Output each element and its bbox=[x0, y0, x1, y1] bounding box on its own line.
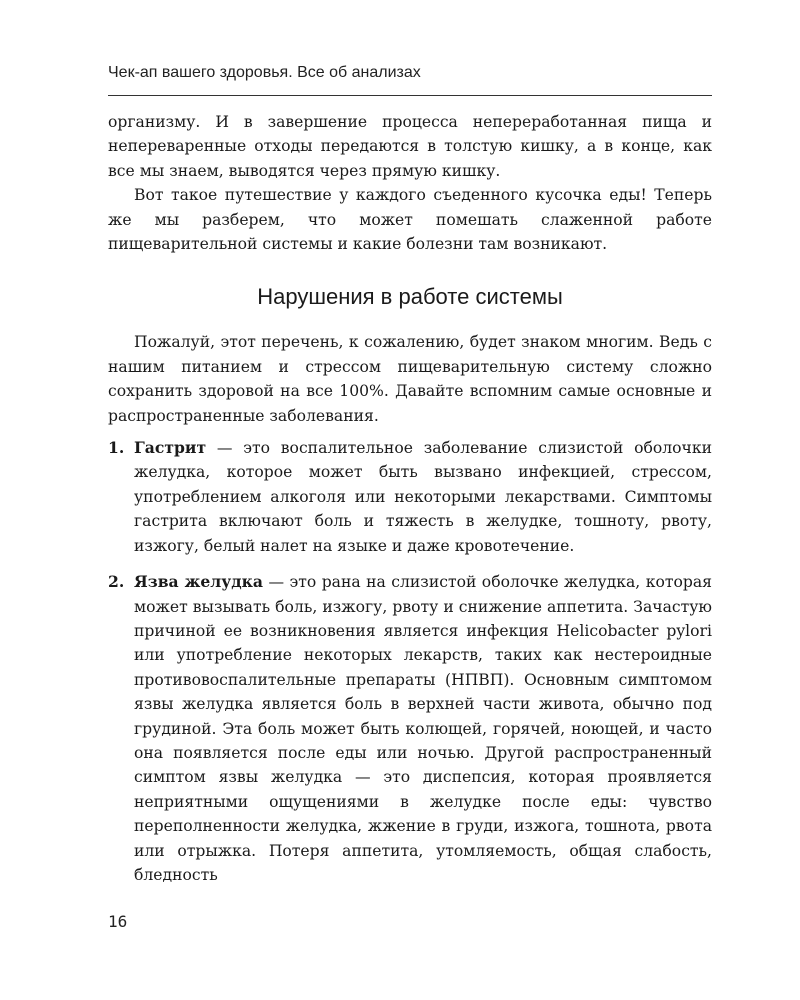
list-item-number: 1. bbox=[108, 438, 125, 458]
list-item-ulcer bbox=[108, 570, 712, 887]
list-item-number: 2. bbox=[108, 572, 125, 592]
section-title: Нарушения в работе системы bbox=[257, 284, 563, 310]
header-divider bbox=[108, 95, 712, 96]
list-item-text: — это рана на слизистой оболочке желудка, которая может вызывать боль, изжогу, рвоту и снижение аппетита. Зачастую причиной ее возникновения является инфекция Helicobacter pylori или употребление некоторых лекарств, таких как нестероидные противовоспалительные препараты (НПВП). Основным симптомом язвы желудка является боль в верхней части живота, обычно под грудиной. Эта боль может быть колющей, горячей, ноющей, и часто она появляется после еды или ночью. Другой распространенный симптом язвы желудка — это диспепсия, которая проявляется неприятными ощущениями в желудке после еды: чувство переполненности желудка, жжение в груди, изжога, тошнота, рвота или отрыжка. Потеря аппетита, утомляемость, общая слабость, бледность bbox=[134, 573, 712, 884]
disease-list bbox=[108, 436, 712, 887]
page-body bbox=[108, 110, 712, 899]
section-intro: Пожалуй, этот перечень, к сожалению, будет знаком многим. Ведь с нашим питанием и стрессом пищеварительную систему сложно сохранить здоровой на все 100%. Давайте вспомним самые основные и распространенные заболевания. bbox=[108, 333, 712, 425]
running-header: Чек-ап вашего здоровья. Все об анализах bbox=[108, 64, 421, 81]
page-number: 16 bbox=[108, 912, 128, 931]
list-item-term: Гастрит bbox=[134, 438, 207, 458]
list-item-gastritis bbox=[108, 436, 712, 558]
list-item-term: Язва желудка bbox=[134, 572, 263, 592]
list-item-text: — это воспалительное заболевание слизистой оболочки желудка, которое может быть вызвано инфекцией, стрессом, употреблением алкоголя или некоторыми лекарствами. Симптомы гастрита включают боль и тяжесть в желудке, тошноту, рвоту, изжогу, белый налет на языке и даже кровотечение. bbox=[134, 439, 712, 555]
paragraph-journey: Вот такое путешествие у каждого съеденного кусочка еды! Теперь же мы разберем, что может помешать слаженной работе пищеварительной системы и какие болезни там возникают. bbox=[108, 186, 712, 254]
paragraph-continuation: организму. И в завершение процесса непереработанная пища и непереваренные отходы передаются в толстую кишку, а в конце, как все мы знаем, выводятся через прямую кишку. bbox=[108, 113, 712, 180]
